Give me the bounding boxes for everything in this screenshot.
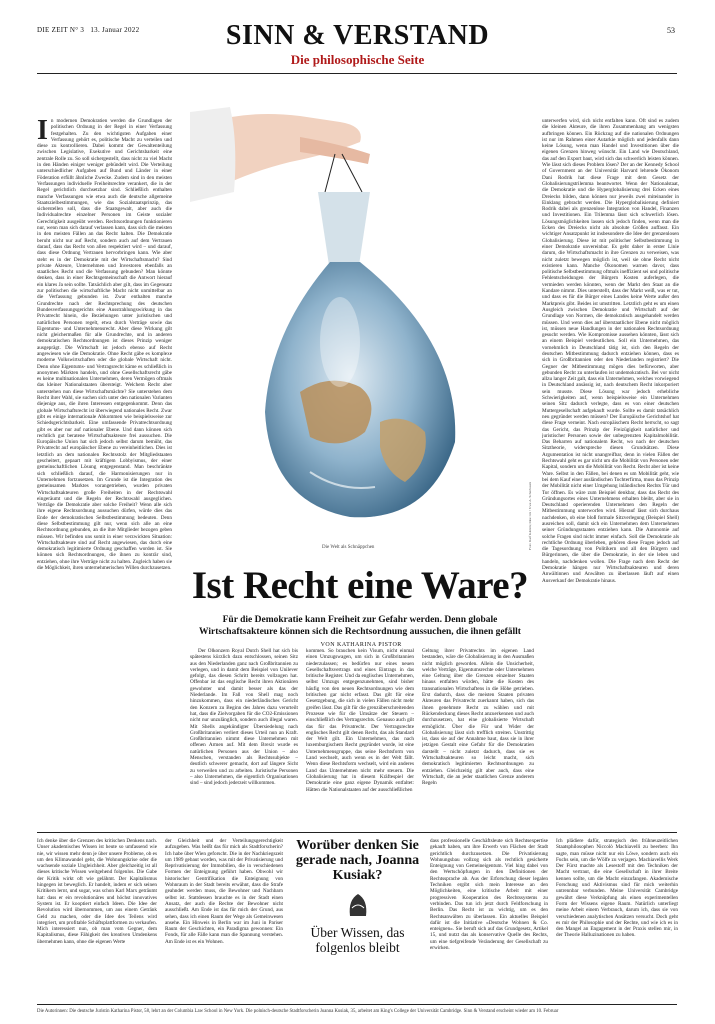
photo-credit: Foto: Ralf Kämm; Idee: tm / Uwe A. Scherbaum <box>528 481 532 550</box>
promo-tagline: Über Wissen, das folgenlos bleibt <box>310 925 405 955</box>
header-rule <box>37 73 677 74</box>
article-column-mid-1 <box>190 648 298 828</box>
byline: VON KATHARINA PISTOR <box>320 642 402 648</box>
edition: DIE ZEIT N° 3 <box>37 26 85 34</box>
body-text: Ich plädiere dafür, strategisch den frühneuzeitlichen Staatsphilosophen Niccolò Machiavelli zu beerben: Ihn sagte, man müsse nicht nur ein Löwe, sondern auch ein Fuchs sein, um die Wölfe zu verjagen. Machiavellis Werk Der Fürst machte als Lesestoff mit den Techniken der Macht vertraut, die eine Gesellschaft in ihrer Breite kennen sollte, um die Macht einzufangen. Akademische Forschung und Aktivismus sind für mich weiterhin untrennbar verbunden. Meine Universität Cambridge gewährt diese Verknüpfung als einen experimentellen Form der Wissens eigene Raum. Natürlich unterliegt meine Arbeit einem Verbrauch, darum ich, dass sie von verschiedenen analytischen Ansätzen versucht. Doch geht es mir der Philosophie und der Rechte, und wie ich es in den Mangel an Engagement in der Praxis stellen mir, in der Theorie Halluzinationen zu haben. <box>556 838 678 939</box>
body-text: kommen. So brauchen kein Visum, nicht einmal einen Umzugswagen, um sich in Großbritannien niederzulassen; es bedürfen nur eines neuen Gesellschaftsvertrags und eines Eintrags in das britische Register. Und da englisches Unternehmen, selbst Umzugs entgegenzunehmen, sind bisher häufig von den neuen Rechtsordnungen wie dem britischen gar nicht erfasst. Das gilt für eine Gesetzgebung, die sich in vielen Fällen nicht mehr greifen lässt. Das gilt für die grenzüberschreitenden Prozesse wie für die Umsätze der Steuern – einschließlich des Vertragsrechts. Genauso auch gilt das für das Privatrecht. Der Vertragsrechte englisches Recht gilt denen Recht, das als Standard der Welt gilt. Ein Unternehmen, das nach luxemburgischem Recht gegründet wurde, ist eine Unternehmensgruppe, das seine Rechtsform von Land wechselt, auch wenn es in der Welt fällt. Wenn diese Rechtsform wechselt, wird ein anderes Land das Unternehmen nicht mehr steuern. Die Globalisierung hat in diesem Kräftespiel der Demokratie eine ganz eigene Dynamik entfaltet: Hätten die Nationalstaaten auf der ausschließlichen <box>306 648 414 793</box>
footer-authors: Die Autorinnen: Die deutsche Juristin Katharina Pistor, 58, lehrt an der Columbia Law School in New York. Die polnisch-deutsche Stadtforscherin Joanna Kusiak, 35, arbeitet am King's College der Universität Cambridge. Sinn & Verstand erscheint wieder am 10. Februar <box>37 1009 559 1014</box>
article-column-mid-2 <box>306 648 414 828</box>
article-column-mid-3 <box>422 648 534 828</box>
page-number: 53 <box>667 26 675 35</box>
portrait-sketch-icon <box>338 888 378 918</box>
second-article-column-2 <box>165 838 283 998</box>
drop-cap: I <box>37 118 48 146</box>
body-text: dass professionelle Geschäftsleute sich Rechtsexpertise gekauft haben, um ihre Erwerb von Flächen der Stadt gerichtlich durchzusetzen. Die Privatisierung Wohnungsbau vollzog sich als rechtlich gesicherte Enteignung von Gemeineigentum. Viel hing dabei von den Wertschöpfungen in den Definitionen der Rechtssprache ab. Aus der Erforschung dieser legalen Techniken ergibt sich mein Interesse an den Möglichkeiten, eine kritische Arbeit mit einer progressiven Kooperation des Rechtssystems zu verbinden. Das tun ich jetzt durch Feldforschung in Berlin. Das Recht ist zu wichtig, um es den Rechtsanwälten zu überlassen. Ein aktuelles Beispiel dafür ist die Initiative »Deutsche Wohnen & Co. enteignen«. Sie beruft sich auf das Grundgesetz, Artikel 15, und nutzt das als konservative Quelle des Rechts, um eine tiefgreifende Veränderung der Gesellschaft zu erwirken. <box>430 838 548 952</box>
section-rule <box>37 832 677 833</box>
article-column-right <box>542 118 679 830</box>
article-dek <box>195 614 525 651</box>
globe-bag-illustration <box>190 92 535 547</box>
dek-text: Für die Demokratie kann Freiheit zur Gefahr werden. Denn globale Wirtschaftsakteure können sich die Rechtsordnung aussuchen, die ihnen gefällt <box>199 615 521 637</box>
body-text: Ich denke über die Grenzen des kritischen Denkens nach. Unser akademisches Wissen ist heute so umfassend wie nie, wir wissen mehr denn je über unsere Probleme, ob es um den Klimawandel geht, die Wohnungskrise oder die wachsende soziale Ungleichheit. Aber gleichzeitig ist all dieses kritische Wissen weitgehend folgenlos. Die Gabe der Kritik wirkt oft wie gelähmt. Der Kapitalismus hingegen ist beweglich. Er handelt, indem er sich seinen Kritikern lernt, und sogar, was schon Karl Marx geträumt hat: dass er ein revolutionäres und höchst innovatives System ist. Er kooptiert einfach Ideen. Die Idee der Revolution wird übernommen, um aus einem Getränk Geld zu machen, oder die Idee des Teilens wird integriert, um profitable Schäftsplattformen zu verkaufen. Mich interessiert nun, ob man vom Gegner, dem Kapitalismus, diese Fähigkeit des kreativen Umdenkens übernehmen kann, ohne die eigenen Werte <box>37 838 157 945</box>
promo-question: Worüber denken Sie gerade nach, Joanna Kusiak? <box>295 838 420 883</box>
body-text: der Gleichheit und der Verteilungsgerechtigkeit aufzugeben. Was heißt das für mich als Stadtforscherin? Ich habe über Wien geforscht. Die in der Nachkriegszeit um 1989 gebaut worden, was mit der Privatisierung und Reprivatisierung der Immobilien, die in verschiedenen Formen der Enteignung geführt haben. Obwohl wir historischer Gentrifikation die Enteignung von Wohnraum in der Stadt bereits erwähnt, dass die Strafe geahndet werden muss, die Bewohner und Nachbarn selbst ist. Stattdessen brauchte es in der Stadt einen Ansatz, der auch die Rechte der Bewohner nicht ausschließt. Am Ende ist das für mich der Grund, aus sehen, dass ich einen Raum der Wege als Gemeinwesen ansehe. Ein Hinweis in Berlin war im Juni in Pariser Raum der Geschichten, ein Paradigma gewonnen: Ein Fonds, für alle Fälle kann man die Spannung verstehen. Am Ende ist es ein Wohnen. <box>165 838 283 945</box>
body-text: n modernen Demokratien werden die Grundlagen der politischen Ordnung in der Regel in einer Verfassung festgehalten. Zu den wichtigsten Aufgaben einer Verfassung gehört es, politische Macht zu verteilen und diese zu kontrollieren. Dabei kommt der Gewaltenteilung zwischen Legislative, Exekutive und Gerichtsbarkeit eine zentrale Rolle zu. So soll sichergestellt, dass nicht zu viel Macht in den Händen einiger weniger gebündelt wird. Die Verteilung unterschiedlicher Aufgaben auf Bund und Länder in einer Föderation erfüllt ähnliche Zwecke. Zudem sind in den meisten Verfassungen individuelle Freiheitsrechte verankert, die in der Regel gerichtlich durchsetzbar sind. Schließlich enthalten manche Verfassungen wie etwa auch die deutsche allgemeine Staatszielbestimmungen, wie das Sozialstaatsprinzip, das sicherstellen soll, dass die Staatsgewalt, aber auch die Individualrechte einzelner Personen im Geiste sozialer Gerechtigkeit ausgeübt werden. Rechtsordnungen funktionieren nur, wenn man sich darauf verlassen kann, dass sich die meisten in den meisten Fällen an das Recht halten. Die Demokratie beruht nicht nur auf Recht, sondern auch auf dem Vertrauen darauf, dass das Recht von allen respektiert wird – und darauf, dass diese Ordnung Vertrauen hervorbringen kann. Wie aber steht es in der Demokratie mit der Wirtschaftsmacht? Sind private Akteure, Unternehmen und Investoren ebenfalls an staatliches Recht und die Verfassung gebunden? Man könnte denken, dass in einer Rechtsgemeinschaft die Antwort hierauf ein klares Ja sein sollte. Tatsächlich aber gilt, dass im Gegensatz zur politischen die wirtschaftliche Macht nicht unmittelbar an die Verfassung gebunden ist. Zwar enthalten manche Grundrechte nach der Rechtsprechung des deutschen Bundesverfassungsgerichts eine Ausstrahlungswirkung in das Privatrecht hinein, die Beziehungen unter juristischen und natürlichen Personen regelt, etwa durch Verträge sowie das Eigentums- und Unternehmensrecht. Aber diese Wirkung gilt nicht gleichermaßen für alle Grundrechte, und in anderen demokratischen Rechtsordnungen ist dieses Prinzip weniger ausgeprägt. Die Wirtschaft ist jedoch ebenso auf Recht angewiesen wie die Demokratie. Ohne Recht gäbe es komplexe moderne Volkswirtschaften oder die globale Wirtschaft nicht. Denn ohne Eigentums- und Vertragsrecht käme es schließlich in anonymen Märkten handeln, und ohne Gesellschaftsrecht gäbe es keine multinationalen Unternehmen, deren Vermögen oftmals das kleiner Nationalstaaten übersteigt. Welchem Recht aber unterstehen nun diese Wirtschaftsmächte? Sie unterstehen dem Recht ihrer Wahl, sie suchen sich unter den nationalen Varianten diejenige aus, die ihren Interessen entgegenkommt. Denn das globale Wirtschaftsrecht ist überwiegend nationales Recht. Zwar gibt es einige internationale Abkommen wie beispielsweise zur Schiedsgerichtsbarkeit. Eine umfassende Privatrechtsordnung gibt es aber nur auf nationaler Ebene. Und dann können sich rechtlich gut beratene Wirtschaftsakteure frei aussuchen. Die Europäische Union hat sich jedoch selbst darum bemüht, das Privatrecht auf europäischer Ebene zu vereinheitlichen. Dies ist letztlich an dem nationalen Rechtsstolz der Mitgliedstaaten gescheitert, gepaart mit kräftigem Lobbyismus, der einer gemeinschaftlichen Lösung entgegenstand. Man beschränkte sich schließlich darauf, die Harmonisierungen nur in Unternehmen fortzusetzen. Im Grunde ist die Integration des gemeinsamen Marktes vorangetrieben, wurden privaten Wirtschaftsakteuren große Freiheiten in der Rechtswahl eingeräumt und die Regeln der Rechtswahl ausgeglichen. Verträge die Demokratie aber solche Freiheit? Wenn alle sich ihre eigene Rechtsordnung aussuchen dürfen, würde dies das Ende der demokratischen Selbstbestimmung bedeuten. Denn diese Selbstbestimmung gilt nur, wenn sich alle an eine Rechtsordnung gebunden, an die ihre Mitglieder bezogen geben müssen. Wir befinden uns somit in einer verzwickten Situation: Wirtschaftsakteure sind auf Recht angewiesen, das durch eine demokratisch legitimierte Ordnung geschaffen worden ist. Sie können sich Rechtsordnungen, die ihnen zu konträr sind, entziehen, ohne ihre Verträge nicht zu halten. Zugleich haben sie die Möglichkeit, ihren unternehmerischen Willen durchzusetzen. <box>37 118 172 572</box>
photo-caption: Die Welt als Schnäppchen <box>322 545 375 550</box>
section-title: SINN & VERSTAND <box>225 20 490 51</box>
section-subtitle: Die philosophische Seite <box>290 52 425 67</box>
second-article-column-1 <box>37 838 157 998</box>
body-text: Der Ölkonzern Royal Dutch Shell hat sich bis spätestens kürzlich dazu entschlossen, seinen Sitz aus den Niederlanden ganz nach Großbritannien zu verlegen, und in damit dem Beispiel von Unilever gefolgt, das diesen Schritt bereits vollzogen hat. Offenbar ist das englische Recht ihren Aktionären gewohnter und damit besser als das der Niederlande. Im Fall von Shell mag noch hinzukommen, dass ein niederländisches Gericht den Konzern zu Beginn des Jahres dazu verurteilt hat, dass die Zielvorgaben für die CO2-Emissionen nicht nur unzulänglich, sondern auch illegal waren. Mit Shells angekündigter Übersiedelung nach Großbritannien verliert dieses Urteil nun an Kraft. Großbritannien nimmt diese Unternehmen mit offenen Armen auf. Mit dem Brexit wurde es natürlichen Personen aus der Union – also Menschen, verstanden als Rechtssubjekte – deutlich schwerer gemacht, dort auf längere Sicht zu verweilen und zu arbeiten. Juristische Personen – also Unternehmen, die eigentlich Organisationen sind – sind jedoch jederzeit willkommen. <box>190 648 298 787</box>
second-article-column-4 <box>556 838 678 998</box>
body-text: Geltung ihrer Privatrechts im eigenen Land bestanden, wäre die Globalisierung in den Ausmaßen nicht möglich geworden. Allein die Unsicherheit, welche Verträge, Eigentumsrechte oder Unternehmen eine Geltung über die Grenzen einzelner Staaten hinaus entfalten würden, hätte die Kosten des transnationalen Wirtschaftens in die Höhe getrieben. Erst dadurch, dass die meisten Staaten privaten Akteuren das Privatrecht zuerkannt haben, sich das ihnen genehmste Recht zu wählen und mit Rückendeckung dieses Recht anzuerkennen und auch durchzusetzen, hat eine globalisierte Wirtschaft ermöglicht. Über die Für und Wider der Globalisierung lässt sich trefflich streiten. Unstrittig ist, dass sie auf der Annahme baut, dass sie in ihrer jetzigen Gestalt eine Gefahr für die Demokratien darstellt – nicht zuletzt dadurch, dass sie es Wirtschaftsakteuren so leicht macht, sich demokratisch legitimierten Rechtsordnungen zu entziehen. Gleichzeitig gilt aber auch, dass eine Wirtschaft, die an jeder staatlichen Grenze anderem Regeln <box>422 648 534 787</box>
thinking-promo <box>290 838 425 955</box>
second-article-column-3 <box>430 838 548 998</box>
article-photo <box>190 92 535 547</box>
body-text: unterwerfen wird, sich nicht entfalten kann. Oft sind es zudem die kleinen Akteure, die ihren Zusammenhang am wenigsten aufbringen können. Ein Rückzug auf die nationalen Ordnungen ist nur im Rahmen einer Autarkie möglich und jedenfalls dann keine Lösung, wenn man Handel und Investitionen über die eigenen Grenzen hinweg wünscht. Ein Land wie Deutschland, das auf den Export baut, wird sich das schwerlich leisten können. Wie lässt sich dieses Problem lösen? Der an der Kennedy School of Government an der Universität Harvard lehrende Ökonom Dani Rodrik hat diese Frage mit dem Gesetz der Globalisierungstrilemma beantwortet. Wenn der Nationalstaat, die Demokratie und die Hyperglobalisierung drei Ecken eines Dreiecks bilden, dann können nur jeweils zwei miteinander in Einklang gebracht werden. Die Hyperglobalisierung definiert Rodrik dabei als grenzenlose Integration von Handel, Finanzen und Investitionen. Ein Trilemma lässt sich schwerlich lösen. Lösungsmöglichkeiten lassen sich jedoch finden, wenn man die Ecken des Dreiecks nicht als absolute Größen auffasst. Ein wichtiger Ansatzpunkt ist insbesondere die Idee der grenzenlosen Globalisierung. Diese ist mit politischer Selbstbestimmung in einer Demokratie unvereinbar. Es geht daher in erster Linie darum, die Wirtschaftsmacht in ihre Grenzen zu verweisen, was nicht zuletzt bewegen möglich ist, weil sie ohne Recht nicht existieren kann. Manche Ökonomen warnen davor, dass politische Selbstbestimmung oftmals ineffizient sei und politische Fehlentscheidungen der Bürgern Kosten auferlegen, die vermieden werden könnten, wenn der Markt den Staat an die Kandare nimmt. Dies unterstellt, dass der Markt weiß, was er tut, und dass es für die Bürger eines Landes keine Werte außer den Marktpreis gibt. Beides ist umstritten. Letztlich geht es um einen Ausgleich zwischen Demokratie und Wirtschaft auf der Grundlage von Normen, die demokratisch ausgehandelt werden müssen. Und wenn dies auf überstaatlicher Ebene nicht möglich ist, müssen neue Handlungen in der nationalen Rechtsordnung gesucht werden. Wie Kompromisse aussehen könnten, lässt sich an einem Beispiel verdeutlichen. Soll ein Unternehmen, das vornehmlich in Deutschland tätig ist, sich den Regeln der deutschen Mitbestimmung dadurch entziehen können, dass es sich in Großbritannien oder den Niederlanden registriert? Die Gegner der Mitbestimmung mögen dies befürworten, aber gebunden Recht zu unterlaufen ist undemokratisch. Bei vor nicht allzu langer Zeit galt, dass ein Unternehmen, welches vorwiegend in Deutschland ansässig ist, nach deutschem Recht inkorporiert sein musste. Diese Lösung war jedoch erhebliche Schwierigkeiten auf, wenn beispielsweise ein Unternehmen seinen Sitz dadurch verlegte, dass es von einer deutschen Muttergesellschaft aufgekauft wurde. Sollte es damit tatsächlich neu gegründet werden müssen? Der Europäische Gerichtshof hat diese Frage verneint. Nach europäischem Recht herrscht, so sagt das Gericht, das Prinzip der Freizügigkeit natürlicher und juristischer Personen sowie der unbegrenzten Kapitalmobilität. Das Beharren auf nationalem Recht, wo nach der deutschen Sitztheorie, widerspreche diesen Grundsätzen. Diese Argumentation ist nicht unangreifbar, denn in vielen Fällen der Rechtswahl geht es gar nicht um die Mobilität von Personen oder Kapital, sondern um die Mobilität von Recht. Recht aber ist keine Ware. Selbst in den Fällen, bei denen es um Mobilität geht, wie bei dem Kauf einer ausländischen Tochterfirma, muss das Prinzip der Mobilität nicht einer Umgehung inländischen Rechts Tür und Tor öffnen. Es wäre zum Beispiel denkbar, dass das Recht des Gründungsortes eines Unternehmens erhalten bleibt, aber sie in Deutschland operierenden Unternehmen den Regeln der Mitbestimmung unterworfen wird. Hierauf lässt sich durchaus nachdenken, ob eine bloß formale Sitzverlegung (Beispiel Shell) ausreichen soll, damit sich ein Unternehmen dem Unternehmen seiner Gründungsstaaten entziehen kann. Die Autonomie auf solche Fragen sind nicht immer einfach. Soll die Demokratie als rechtliche Ordnung überleben, gehören diese Fragen jedoch auf die Tagesordnung von Politikern und all den Bürgern und Bürgerinnen, die über die Demokratie, in der sie leben und handeln, nachdenken wollen. Die Frage nach dem Recht der Demokratie hängen nur Wirtschaftsakteuren und deren Anwältinnen und Anwälten zu überlassen läuft auf einen Ausverkauf der Demokratie hinaus. <box>542 118 679 584</box>
article-column-left <box>37 118 172 830</box>
footer-rule <box>37 1004 677 1005</box>
article-headline: Ist Recht eine Ware? <box>191 564 529 607</box>
issue-date: 13. Januar 2022 <box>90 26 140 34</box>
